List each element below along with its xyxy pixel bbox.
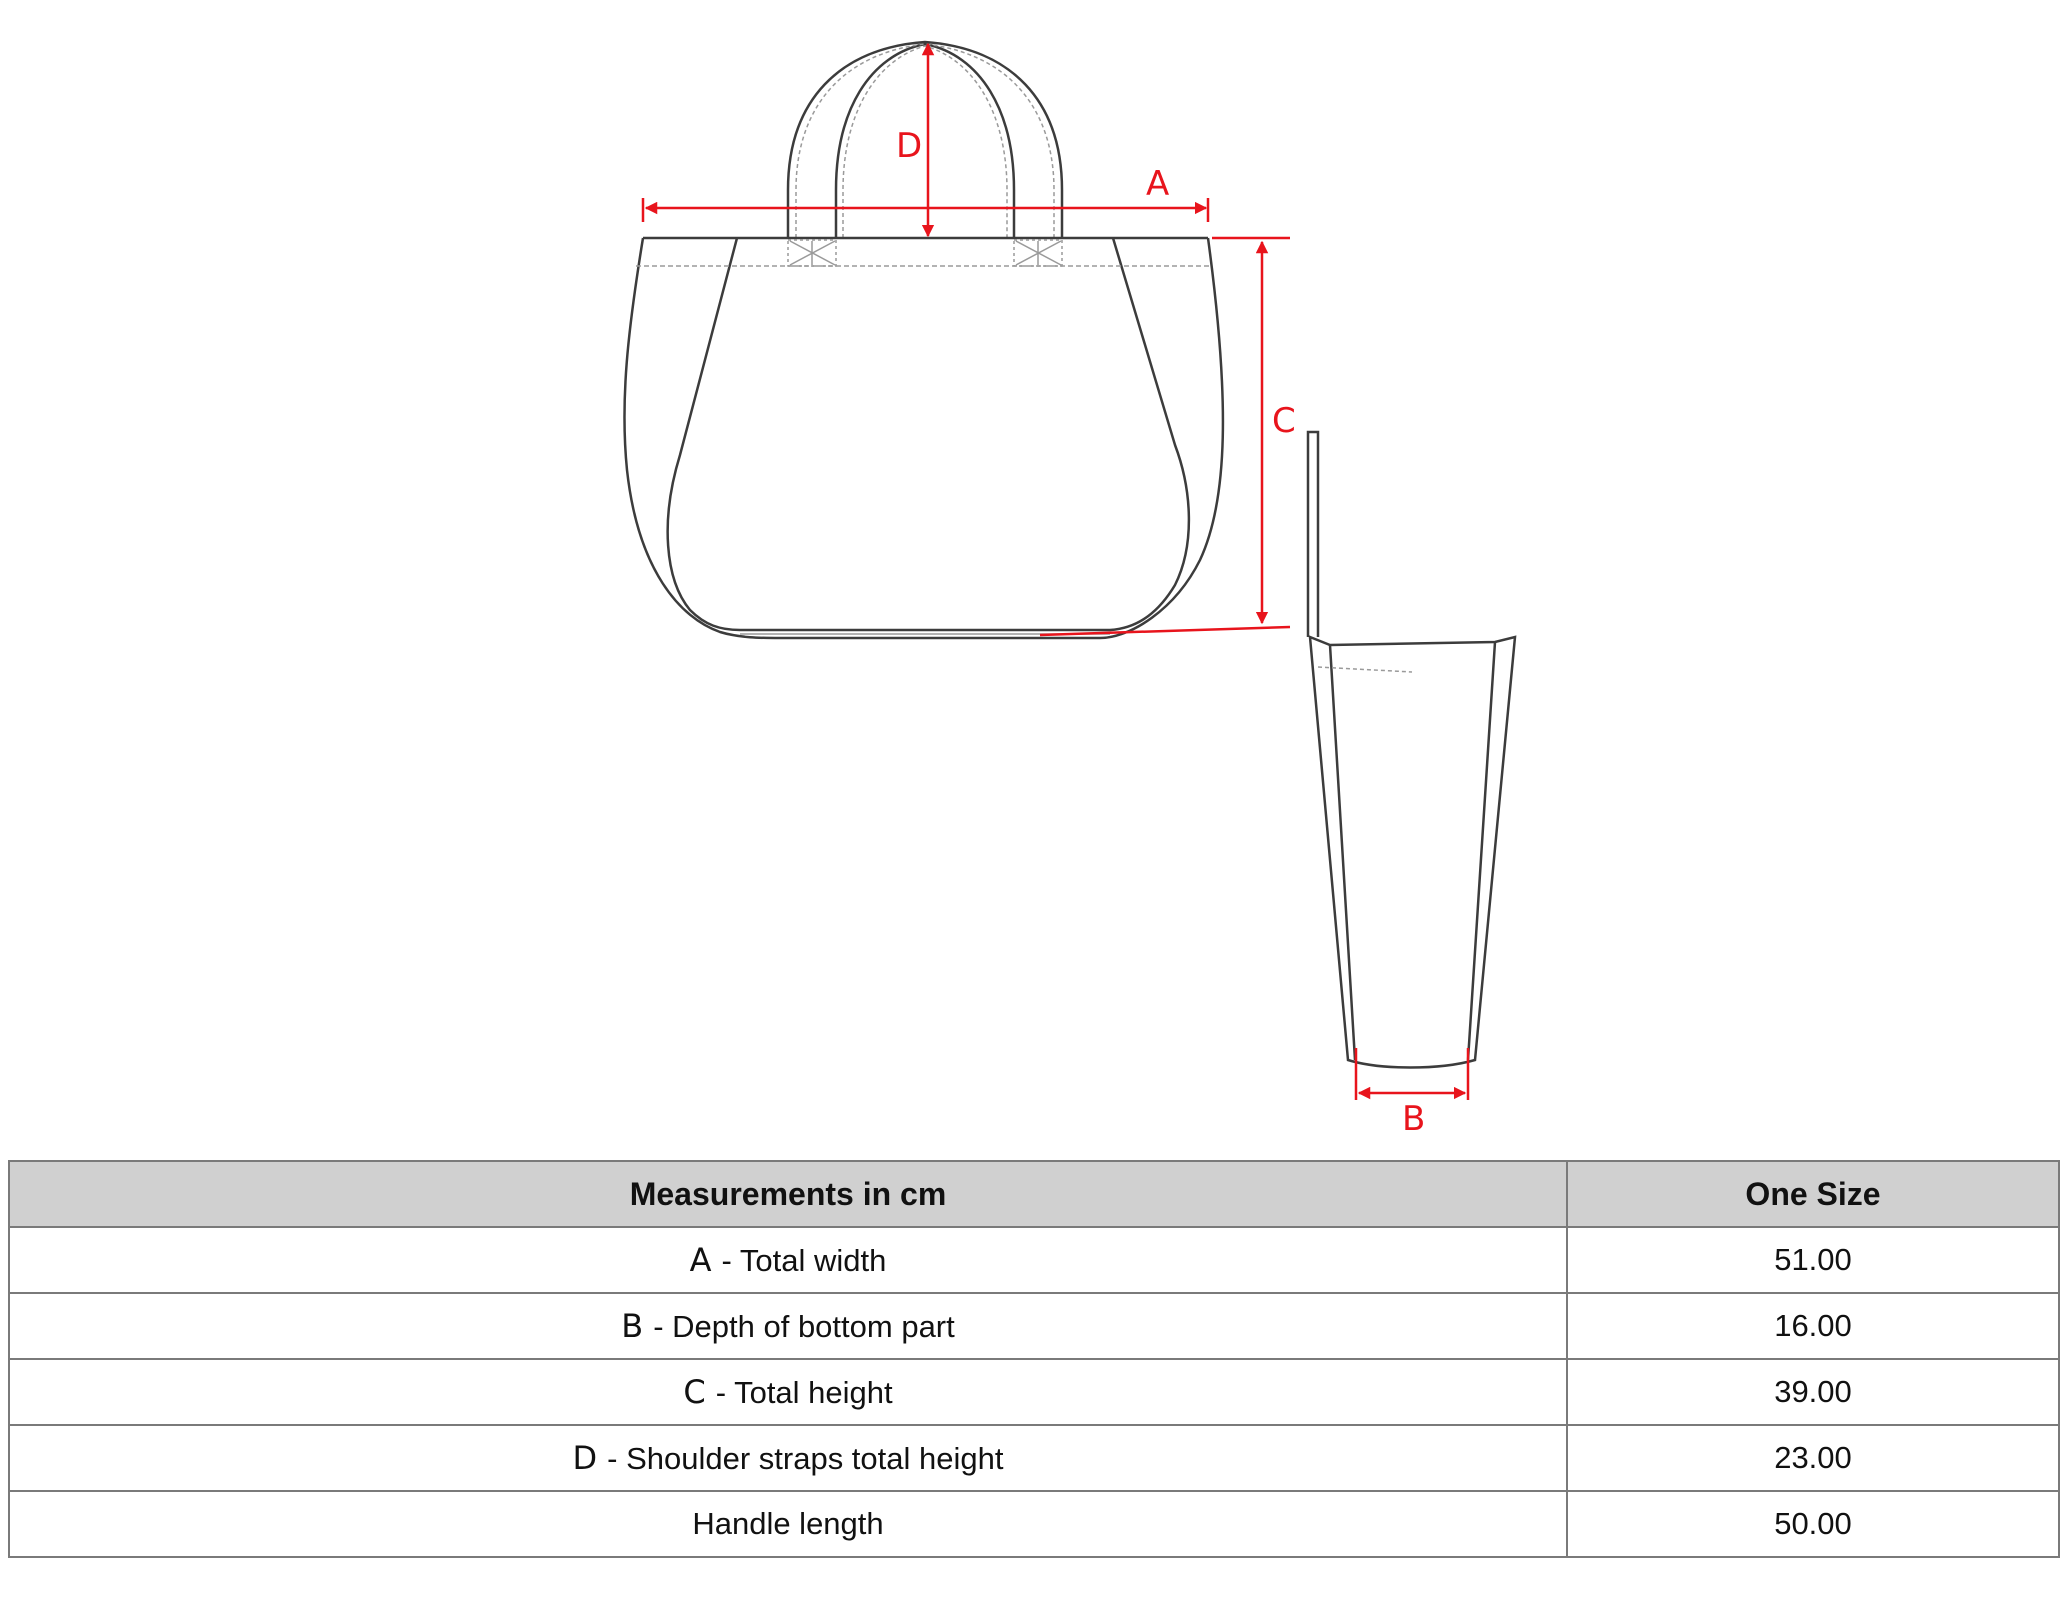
size-value: 50.00: [1567, 1491, 2059, 1557]
table-row: [9, 1491, 2059, 1557]
table-row: [9, 1425, 2059, 1491]
label-a: A: [1146, 164, 1170, 204]
stitching: [636, 240, 1212, 266]
measurement-cell: [9, 1293, 1567, 1359]
table-row: [9, 1359, 2059, 1425]
label-b: B: [1402, 1099, 1426, 1139]
measurement-letter: B: [621, 1307, 644, 1345]
measurement-label: - Total height: [715, 1375, 893, 1410]
measurement-cell: [9, 1359, 1567, 1425]
table-header-row: [9, 1161, 2059, 1227]
measurement-label: Handle length: [692, 1506, 884, 1541]
size-chart-table: [8, 1160, 2060, 1558]
header-size: One Size: [1567, 1161, 2059, 1227]
header-measurement: Measurements in cm: [9, 1161, 1567, 1227]
side-handle: [1308, 432, 1318, 637]
bag-body-outline: [624, 238, 1223, 638]
measurement-letter: D: [572, 1439, 598, 1477]
table-row: [9, 1227, 2059, 1293]
side-outline: [1310, 637, 1515, 1068]
dimension-lines: [643, 44, 1468, 1100]
size-value: 23.00: [1567, 1425, 2059, 1491]
measurement-letter: A: [689, 1241, 712, 1279]
size-value: 39.00: [1567, 1359, 2059, 1425]
measurement-label: - Total width: [721, 1243, 887, 1278]
bag-front-view: [624, 42, 1223, 638]
label-d: D: [896, 126, 923, 166]
size-value: 16.00: [1567, 1293, 2059, 1359]
measurement-cell: [9, 1425, 1567, 1491]
bag-side-view: [1308, 432, 1515, 1068]
measurement-cell: [9, 1227, 1567, 1293]
measurement-cell: [9, 1491, 1567, 1557]
measurement-letter: C: [683, 1373, 706, 1411]
table-row: [9, 1293, 2059, 1359]
measurement-label: - Depth of bottom part: [653, 1309, 955, 1344]
label-c: C: [1272, 401, 1296, 441]
dimension-labels: [896, 126, 1425, 1139]
measurement-label: - Shoulder straps total height: [607, 1441, 1004, 1476]
size-value: 51.00: [1567, 1227, 2059, 1293]
